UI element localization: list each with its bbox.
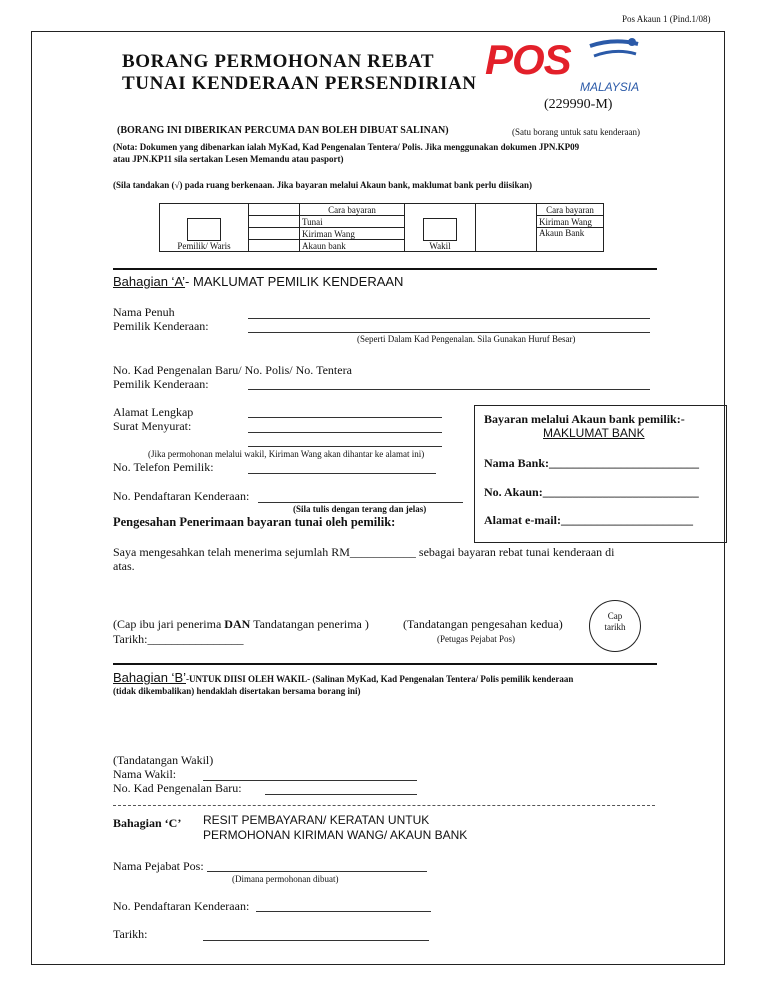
bank-name-field[interactable]: Nama Bank:_________________________ [484,456,700,470]
vehicle-reg-label: No. Pendaftaran Kenderaan: [113,489,250,503]
address-hint: (Jika permohonan melalui wakil, Kiriman Wang akan dihantar ke alamat ini) [148,449,425,459]
logo-swoosh-icon [588,36,640,72]
phone-field[interactable] [248,473,436,474]
agent-option-money-order: Kiriman Wang [537,216,604,228]
email-field[interactable]: Alamat e-mail:______________________ [484,513,693,527]
section-b-title-l2: (tidak dikembalikan) hendaklah disertakan bersama borang ini) [113,686,361,696]
owner-option-money-order: Kiriman Wang [300,228,405,240]
logo-brand: POS [485,36,571,83]
section-c-title-l1: RESIT PEMBAYARAN/ KERATAN UNTUK [203,813,430,827]
full-name-label-l2: Pemilik Kenderaan: [113,319,209,333]
agent-label: Wakil [429,241,451,251]
section-c-title-l2: PERMOHONAN KIRIMAN WANG/ AKAUN BANK [203,828,468,842]
receipt-vehicle-reg-field[interactable] [256,911,431,912]
stamp-label-1: Cap [607,611,623,621]
phone-label: No. Telefon Pemilik: [113,460,214,474]
full-name-hint: (Seperti Dalam Kad Pengenalan. Sila Gunakan Huruf Besar) [357,334,576,344]
owner-method-header: Cara bayaran [300,204,405,216]
address-field-1[interactable] [248,417,442,418]
stamp-label-2: tarikh [604,622,626,632]
receipt-date-line[interactable] [203,940,429,941]
form-code: Pos Akaun 1 (Pind.1/08) [622,14,711,24]
agent-signature-label: (Tandatangan Wakil) [113,753,214,767]
form-title-line1: BORANG PERMOHONAN REBAT [122,51,435,72]
ic-field[interactable] [248,389,650,390]
section-b-rule [113,663,657,665]
full-name-field-1[interactable] [248,318,650,319]
agent-method-header: Cara bayaran [537,204,604,216]
post-office-label: Nama Pejabat Pos: [113,859,204,873]
agent-name-label: Nama Wakil: [113,767,177,781]
bank-box-title: Bayaran melalui Akaun bank pemilik:- [484,412,685,426]
confirm-text-l2: atas. [113,559,135,573]
owner-option-cash: Tunai [300,216,405,228]
receipt-date-label: Tarikh: [113,927,148,941]
post-office-hint: (Dimana permohonan dibuat) [232,874,339,884]
section-b-label: Bahagian ‘B’ [113,670,186,685]
section-a-label: Bahagian ‘A’ [113,274,186,289]
bank-info-box [474,405,727,543]
section-a-title: - MAKLUMAT PEMILIK KENDERAAN [185,274,404,289]
owner-label: Pemilik/ Waris [177,241,231,251]
payment-method-table [159,203,604,252]
bank-box-subtitle: MAKLUMAT BANK [543,426,645,440]
free-copy-note: (BORANG INI DIBERIKAN PERCUMA DAN BOLEH DIBUAT SALINAN) [117,125,449,136]
confirm-text-l1: Saya mengesahkan telah menerima sejumlah RM___________ sebagai bayaran rebat tunai kenderaan di [113,545,615,559]
receipt-date-field[interactable]: Tarikh:________________ [113,632,244,646]
thumb-signature-label: (Cap ibu jari penerima DAN Tandatangan penerima ) [113,617,369,631]
cut-line [113,805,655,806]
address-field-2[interactable] [248,432,442,433]
owner-tick-cash[interactable] [249,216,300,228]
postal-officer-label: (Petugas Pejabat Pos) [437,634,515,644]
one-per-vehicle-note: (Satu borang untuk satu kenderaan) [512,127,640,137]
confirm-heading: Pengesahan Penerimaan bayaran tunai oleh pemilik: [113,515,396,529]
owner-option-bank: Akaun bank [300,240,405,252]
post-office-field[interactable] [207,871,427,872]
agent-option-bank: Akaun Bank [537,228,604,252]
document-note-line1: (Nota: Dokumen yang dibenarkan ialah MyKad, Kad Pengenalan Tentera/ Polis. Jika menggunakan dokumen JPN.KP09 [113,142,580,152]
account-number-field[interactable]: No. Akaun:__________________________ [484,485,699,499]
full-name-label-l1: Nama Penuh [113,305,175,319]
date-stamp-circle [589,600,641,652]
address-label-l2: Surat Menyurat: [113,419,192,433]
owner-cell [160,204,249,252]
section-a-rule [113,268,657,270]
agent-ic-field[interactable] [265,794,417,795]
address-label-l1: Alamat Lengkap [113,405,194,419]
agent-ic-label: No. Kad Pengenalan Baru: [113,781,242,795]
owner-tick-money-order[interactable] [249,228,300,240]
form-title-line2: TUNAI KENDERAAN PERSENDIRIAN [122,73,477,94]
second-signature-label: (Tandatangan pengesahan kedua) [403,617,563,631]
ic-label-l2: Pemilik Kenderaan: [113,377,209,391]
agent-checkbox[interactable] [423,218,457,241]
section-b-heading [113,669,573,687]
address-field-3[interactable] [248,446,442,447]
full-name-field-2[interactable] [248,332,650,333]
section-a-heading [113,274,403,289]
owner-tick-bank[interactable] [249,240,300,252]
section-c-label: Bahagian ‘C’ [113,816,182,830]
logo-sub: MALAYSIA [580,80,640,94]
vehicle-reg-field[interactable] [258,502,463,503]
registration-number: (229990-M) [544,97,613,112]
vehicle-reg-hint: (Sila tulis dengan terang dan jelas) [293,504,427,514]
section-b-title-l1: -UNTUK DIISI OLEH WAKIL- (Salinan MyKad, Kad Pengenalan Tentera/ Polis pemilik kenderaan [186,674,574,684]
ic-label-l1: No. Kad Pengenalan Baru/ No. Polis/ No. Tentera [113,363,352,377]
document-note-line2: atau JPN.KP11 sila sertakan Lesen Memandu atau pasport) [113,154,344,164]
owner-checkbox[interactable] [187,218,221,241]
tick-instruction: (Sila tandakan (√) pada ruang berkenaan. Jika bayaran melalui Akaun bank, maklumat bank perlu diisikan) [113,180,533,190]
agent-cell [405,204,476,252]
receipt-vehicle-reg-label: No. Pendaftaran Kenderaan: [113,899,250,913]
